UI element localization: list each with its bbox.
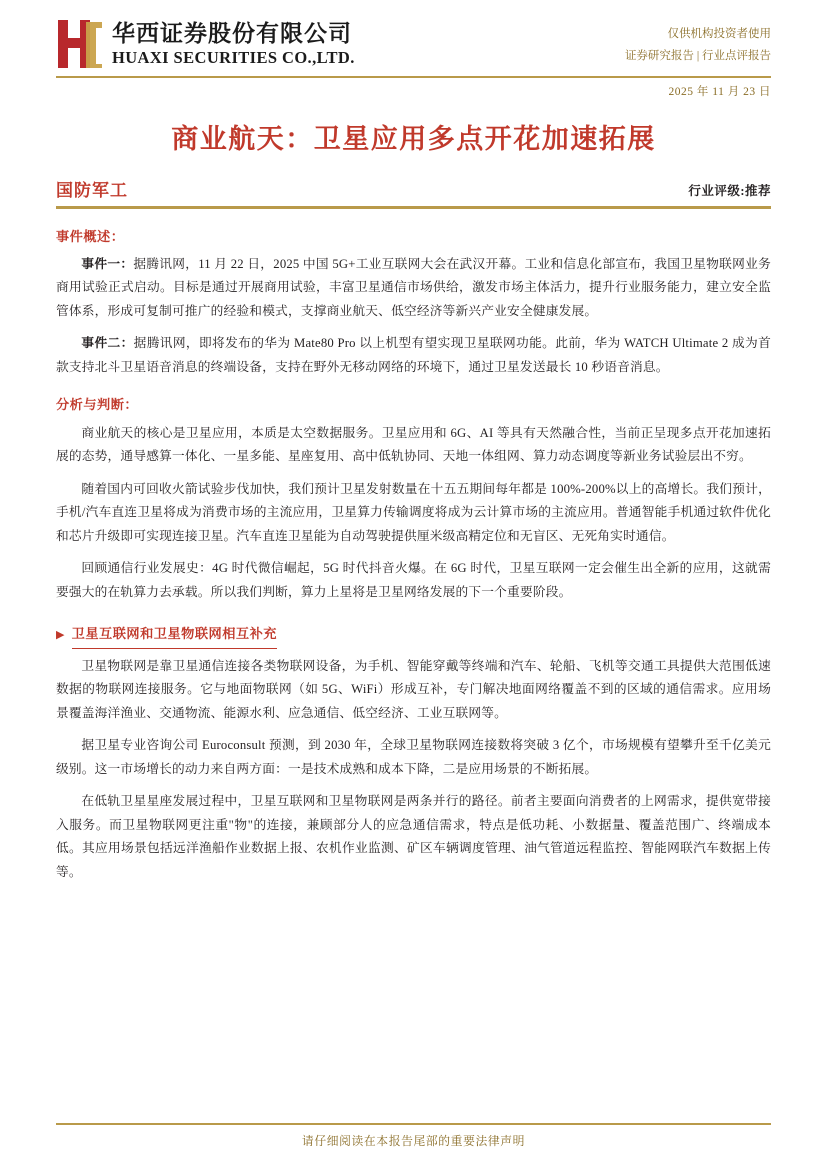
report-subcategory: 行业点评报告 [702,49,771,62]
report-separator: | [696,49,700,62]
subsection-paragraph-2: 据卫星专业咨询公司 Euroconsult 预测，到 2030 年，全球卫星物联网连接数将突破 3 亿个，市场规模有望攀升至千亿美元级别。这一市场增长的动力来自两方面：一是技术成熟和成本下降，二是应用场景的不断拓展。 [56,738,771,776]
analysis-paragraph-3: 回顾通信行业发展史：4G 时代微信崛起，5G 时代抖音火爆。在 6G 时代，卫星互联网一定会催生出全新的应用，这就需要强大的在轨算力去承载。所以我们判断，算力上星将是卫星网络发展的下一个重要阶段。 [56,561,771,599]
subsection-label: 卫星互联网和卫星物联网相互补充 [72,622,277,648]
event-two-label: 事件二： [81,336,134,351]
subsection-paragraph-1: 卫星物联网是靠卫星通信连接各类物联网设备，为手机、智能穿戴等终端和汽车、轮船、飞机等交通工具提供大范围低速数据的物联网连接服务。它与地面物联网（如 5G、WiFi）形成互补，专门解决地面网络覆盖不到的区域的通信需求。应用场景覆盖海洋渔业、交通物流、能源水利、应急通信、低空经济、工业互联网等。 [56,658,771,720]
subsection-paragraph-3: 在低轨卫星星座发展过程中，卫星互联网和卫星物联网是两条并行的路径。前者主要面向消费者的上网需求，提供宽带接入服务。而卫星物联网更注重"物"的连接，兼顾部分人的应急通信需求，特点是低功耗、小数据量、覆盖范围广、终端成本低。其应用场景包括远洋渔船作业数据上报、农机作业监测、矿区车辆调度管理、油气管道远程监控、智能网联汽车数据上传等。 [56,794,771,879]
triangle-right-icon: ▶ [56,629,65,642]
huaxi-logo-icon [56,18,104,70]
industry-name: 国防军工 [56,181,128,200]
subsection-heading-satellite [56,622,771,648]
event-one-label: 事件一： [81,256,134,271]
analysis-paragraph-1: 商业航天的核心是卫星应用，本质是太空数据服务。卫星应用和 6G、AI 等具有天然融合性，当前正呈现多点开花加速拓展的态势，通导感算一体化、一星多能、星座复用、高中低轨协同、天地一体组网、算力动态调度等新业务试验层出不穷。 [56,425,771,464]
report-type-line [625,46,771,68]
footer-divider [56,1123,771,1125]
header-notes [625,18,771,68]
report-category: 证券研究报告 [624,49,694,62]
header-divider [56,76,771,78]
industry-rating: 行业评级:推荐 [688,184,771,198]
institutional-note: 仅供机构投资者使用 [667,28,771,40]
company-logo [56,18,355,70]
event-one-text: 据腾讯网，11 月 22 日，2025 中国 5G+工业互联网大会在武汉开幕。工业和信息化部宣布，我国卫星物联网业务商用试验正式启动。目标是通过开展商用试验，丰富卫星通信市场供给，激发市场主体活力，提升行业服务能力，建立安全监管体系，形成可复制可推广的经验和模式，支撑商业航天、低空经济等新兴产业安全健康发展。 [56,256,771,318]
document-footer [56,1123,771,1149]
event-two-paragraph [56,332,771,379]
document-header [56,0,771,70]
company-logo-text [112,22,355,67]
document-body [56,225,771,885]
company-name-cn: 华西证券股份有限公司 [112,20,352,46]
analysis-paragraph-2: 随着国内可回收火箭试验步伐加快，我们预计卫星发射数量在十五五期间每年都是 100%-200%以上的高增长。我们预计，手机/汽车直连卫星将成为消费市场的主流应用，卫星算力传输调度将成为云计算市场的主流应用。普通智能手机通过软件优化和芯片升级即可实现连接卫星。汽车直连卫星能为自动驾驶提供厘米级高精定位和无盲区、无死角实时通信。 [56,481,771,543]
section-heading-events: 事件概述： [56,228,125,244]
page-title: 商业航天：卫星应用多点开花加速拓展 [171,124,656,154]
company-name-en: HUAXI SECURITIES CO.,LTD. [112,47,355,67]
report-date: 2025 年 11 月 23 日 [668,86,771,98]
event-two-text: 据腾讯网，即将发布的华为 Mate80 Pro 以上机型有望实现卫星联网功能。此前，华为 WATCH Ultimate 2 成为首款支持北斗卫星语音消息的终端设备，支持在野外无移动网络的环境下，通过卫星发送最长 10 秒语音消息。 [56,336,771,374]
section-heading-analysis: 分析与判断： [56,397,139,413]
industry-row [56,176,771,201]
footer-disclaimer: 请仔细阅读在本报告尾部的重要法律声明 [301,1134,526,1148]
event-one-paragraph [56,253,771,324]
industry-divider [56,206,771,209]
